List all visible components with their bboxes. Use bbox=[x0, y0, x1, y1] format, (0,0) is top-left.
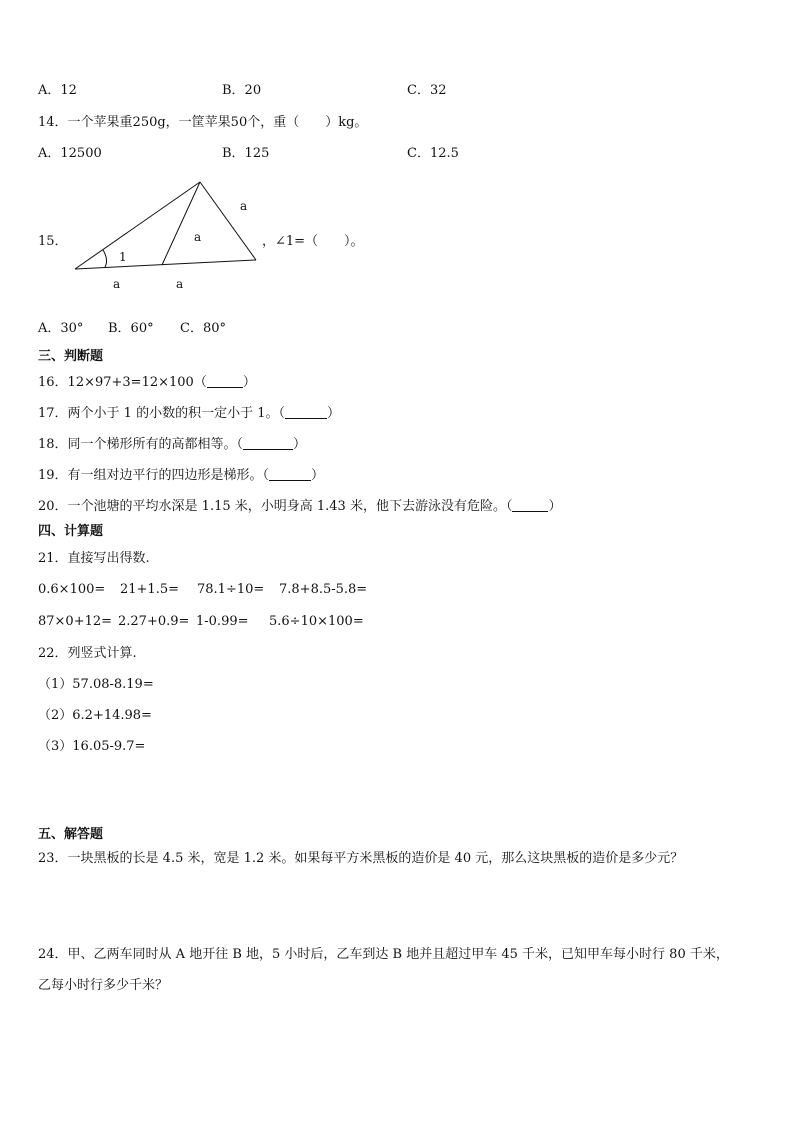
q24-line-2: 乙每小时行多少千米？ bbox=[38, 978, 169, 993]
q13-option-c: C．32 bbox=[407, 83, 447, 98]
q13-option-a: A．12 bbox=[38, 83, 77, 98]
section-5-title: 五、解答题 bbox=[38, 827, 104, 842]
q13-option-b: B．20 bbox=[222, 83, 262, 98]
q24-line-1: 24．甲、乙两车同时从 A 地开往 B 地，5 小时后，乙车到达 B 地并且超过甲车 45 千米，已知甲车每小时行 80 千米， bbox=[38, 947, 729, 962]
q19-text: 19．有一组对边平行的四边形是梯形。（ bbox=[38, 468, 270, 483]
section-4-title: 四、计算题 bbox=[38, 524, 104, 539]
q15-number: 15． bbox=[38, 234, 68, 249]
triangle-left-side bbox=[75, 182, 200, 269]
q18-text: 18．同一个梯形所有的高都相等。（ bbox=[38, 437, 244, 452]
q15-option-b: B．60° bbox=[108, 321, 154, 336]
q17 bbox=[38, 405, 340, 423]
q21-row-1 bbox=[38, 581, 367, 599]
triangle-inner-segment bbox=[162, 182, 200, 265]
q18-close: ） bbox=[293, 437, 307, 452]
q16-answer-blank[interactable] bbox=[207, 374, 243, 388]
q23-text: 23．一块黑板的长是 4.5 米，宽是 1.2 米。如果每平方米黑板的造价是 40 元，那么这块黑板的造价是多少元？ bbox=[38, 851, 684, 866]
q20-close: ） bbox=[548, 499, 562, 514]
q21-item-8: 5.6÷10×100= bbox=[269, 614, 364, 629]
q19 bbox=[38, 467, 324, 485]
q22-item-3: （3）16.05-9.7= bbox=[38, 739, 146, 754]
q20 bbox=[38, 498, 561, 516]
q15-option-a: A．30° bbox=[38, 321, 84, 336]
q18-answer-blank[interactable] bbox=[243, 436, 293, 450]
q21-item-7: 1-0.99= bbox=[196, 614, 249, 629]
q15-triangle-figure bbox=[60, 175, 270, 300]
q16-close: ） bbox=[242, 375, 256, 390]
q16-text: 16．12×97+3=12×100（ bbox=[38, 375, 207, 390]
angle-1-arc bbox=[103, 250, 107, 267]
q22-stem: 22．列竖式计算. bbox=[38, 646, 137, 661]
q14-option-c: C．12.5 bbox=[407, 146, 459, 161]
label-inner: a bbox=[194, 230, 202, 244]
q21-item-3: 78.1÷10= bbox=[197, 582, 265, 597]
q14-stem: 14．一个苹果重250g，一筐苹果50个，重（ ）kg。 bbox=[38, 115, 368, 130]
label-base-right: a bbox=[176, 277, 184, 291]
q21-stem: 21．直接写出得数. bbox=[38, 551, 150, 566]
q15-option-c: C．80° bbox=[180, 321, 226, 336]
q18 bbox=[38, 436, 306, 454]
q15-suffix: ，∠1=（ ）。 bbox=[262, 234, 364, 249]
q22-item-1: （1）57.08-8.19= bbox=[38, 677, 154, 692]
triangle-base bbox=[75, 260, 256, 269]
q17-text: 17．两个小于 1 的小数的积一定小于 1。（ bbox=[38, 406, 285, 421]
label-side-right: a bbox=[240, 199, 248, 213]
section-3-title: 三、判断题 bbox=[38, 349, 104, 364]
q16 bbox=[38, 374, 256, 392]
label-angle-1: 1 bbox=[119, 250, 127, 264]
label-base-left: a bbox=[113, 277, 121, 291]
q21-item-2: 21+1.5= bbox=[120, 582, 180, 597]
q21-item-4: 7.8+8.5-5.8= bbox=[279, 582, 368, 597]
q21-item-5: 87×0+12= bbox=[38, 614, 113, 629]
q17-answer-blank[interactable] bbox=[285, 405, 327, 419]
q19-close: ） bbox=[311, 468, 325, 483]
q17-close: ） bbox=[326, 406, 340, 421]
q20-answer-blank[interactable] bbox=[512, 498, 548, 512]
q14-option-a: A．12500 bbox=[38, 146, 102, 161]
q19-answer-blank[interactable] bbox=[269, 467, 311, 481]
q20-text: 20．一个池塘的平均水深是 1.15 米，小明身高 1.43 米，他下去游泳没有危险。（ bbox=[38, 499, 513, 514]
q21-item-1: 0.6×100= bbox=[38, 582, 106, 597]
q21-item-6: 2.27+0.9= bbox=[118, 614, 190, 629]
q14-option-b: B．125 bbox=[222, 146, 270, 161]
q21-row-2 bbox=[38, 613, 364, 631]
triangle-right-side bbox=[200, 182, 256, 260]
q22-item-2: （2）6.2+14.98= bbox=[38, 708, 152, 723]
